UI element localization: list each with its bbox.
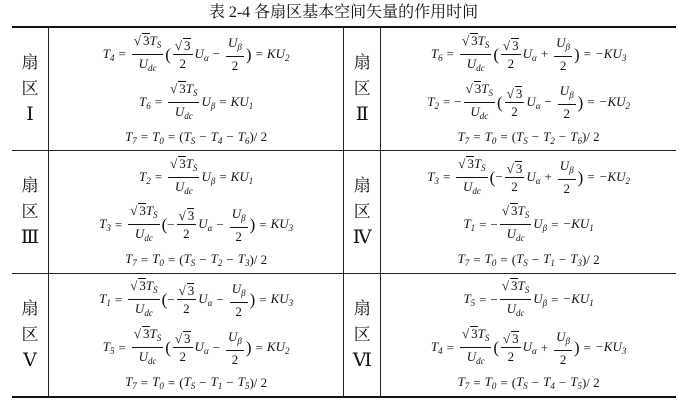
sector-cell-2 bbox=[381, 27, 676, 151]
formula-2: $T_5$ = $\frac{√ 3T_S}{U_{dc}}$ ( $\frac{√ 3}{2}$ $U_\alpha$ − $\frac{U_\beta}{2}$ ) = $KU_2$ bbox=[102, 326, 290, 367]
table-title: 表 2-4 各扇区基本空间矢量的作用时间 bbox=[208, 4, 479, 21]
formula-3: $T_7$ = $T_0$ = ( $T_S$ − $T_2$ − $T_6$ ) / 2 bbox=[457, 128, 600, 146]
formula-1: $T_1$ = $\frac{√ 3T_S}{U_{dc}}$ ( − $\frac{√ 3}{2}$ $U_\alpha$ − $\frac{U_\beta}{2}$ ) = $KU_3$ bbox=[99, 278, 294, 319]
formula-3: $T_7$ = $T_0$ = ( $T_S$ − $T_1$ − $T_5$ ) / 2 bbox=[125, 374, 268, 392]
formula-2: $T_1$ = − $\frac{√ 3T_S}{U_{dc}}$ $U_\beta$ = $-KU_1$ bbox=[463, 203, 594, 244]
formula-3: $T_7$ = $T_0$ = ( $T_S$ − $T_2$ − $T_3$ ) / 2 bbox=[125, 251, 268, 269]
formula-2: $T_2$ = − $\frac{√ 3T_S}{U_{dc}}$ ( $\frac{√ 3}{2}$ $U_\alpha$ − $\frac{U_\beta}{2}$ ) = $-KU_2$ bbox=[427, 80, 631, 121]
formula-1: $T_5$ = − $\frac{√ 3T_S}{U_{dc}}$ $U_\beta$ = $-KU_1$ bbox=[463, 278, 594, 319]
formula-1: $T_6$ = $\frac{√ 3T_S}{U_{dc}}$ ( $\frac{√ 3}{2}$ $U_\alpha$ + $\frac{U_\beta}{2}$ ) = $-KU_3$ bbox=[430, 32, 627, 73]
sector-time-table bbox=[12, 26, 676, 398]
sector-label-2: 扇 区 Ⅱ bbox=[344, 27, 381, 151]
sector-cell-5 bbox=[49, 273, 344, 397]
sector-label-6: 扇 区 Ⅵ bbox=[344, 273, 381, 397]
formula-1: $T_3$ = $\frac{√ 3T_S}{U_{dc}}$ ( − $\frac{√ 3}{2}$ $U_\alpha$ + $\frac{U_\beta}{2}$ ) = $-KU_2$ bbox=[427, 155, 631, 196]
sector-cell-6 bbox=[381, 273, 676, 397]
sector-label-5: 扇 区 Ⅴ bbox=[12, 273, 49, 397]
formula-2: $T_3$ = $\frac{√ 3T_S}{U_{dc}}$ ( − $\frac{√ 3}{2}$ $U_\alpha$ − $\frac{U_\beta}{2}$ ) = $KU_3$ bbox=[99, 203, 294, 244]
sector-label-1: 扇 区 Ⅰ bbox=[12, 27, 49, 151]
sector-cell-3 bbox=[49, 151, 344, 274]
formula-1: $T_2$ = $\frac{√ 3T_S}{U_{dc}}$ $U_\beta$ = $KU_1$ bbox=[139, 155, 254, 196]
sector-label-4: 扇 区 Ⅳ bbox=[344, 151, 381, 274]
formula-2: $T_6$ = $\frac{√ 3T_S}{U_{dc}}$ $U_\beta$ = $KU_1$ bbox=[139, 80, 254, 121]
formula-1: $T_4$ = $\frac{√ 3T_S}{U_{dc}}$ ( $\frac{√ 3}{2}$ $U_\alpha$ − $\frac{U_\beta}{2}$ ) = $KU_2$ bbox=[102, 32, 290, 73]
formula-3: $T_7$ = $T_0$ = ( $T_S$ − $T_4$ − $T_6$ ) / 2 bbox=[125, 128, 268, 146]
sector-cell-4 bbox=[381, 151, 676, 274]
formula-3: $T_7$ = $T_0$ = ( $T_S$ − $T_4$ − $T_5$ ) / 2 bbox=[457, 374, 600, 392]
sector-cell-1 bbox=[49, 27, 344, 151]
formula-3: $T_7$ = $T_0$ = ( $T_S$ − $T_1$ − $T_3$ ) / 2 bbox=[457, 251, 600, 269]
formula-2: $T_4$ = $\frac{√ 3T_S}{U_{dc}}$ ( $\frac{√ 3}{2}$ $U_\alpha$ + $\frac{U_\beta}{2}$ ) = $-KU_3$ bbox=[430, 326, 627, 367]
sector-label-3: 扇 区 Ⅲ bbox=[12, 151, 49, 274]
